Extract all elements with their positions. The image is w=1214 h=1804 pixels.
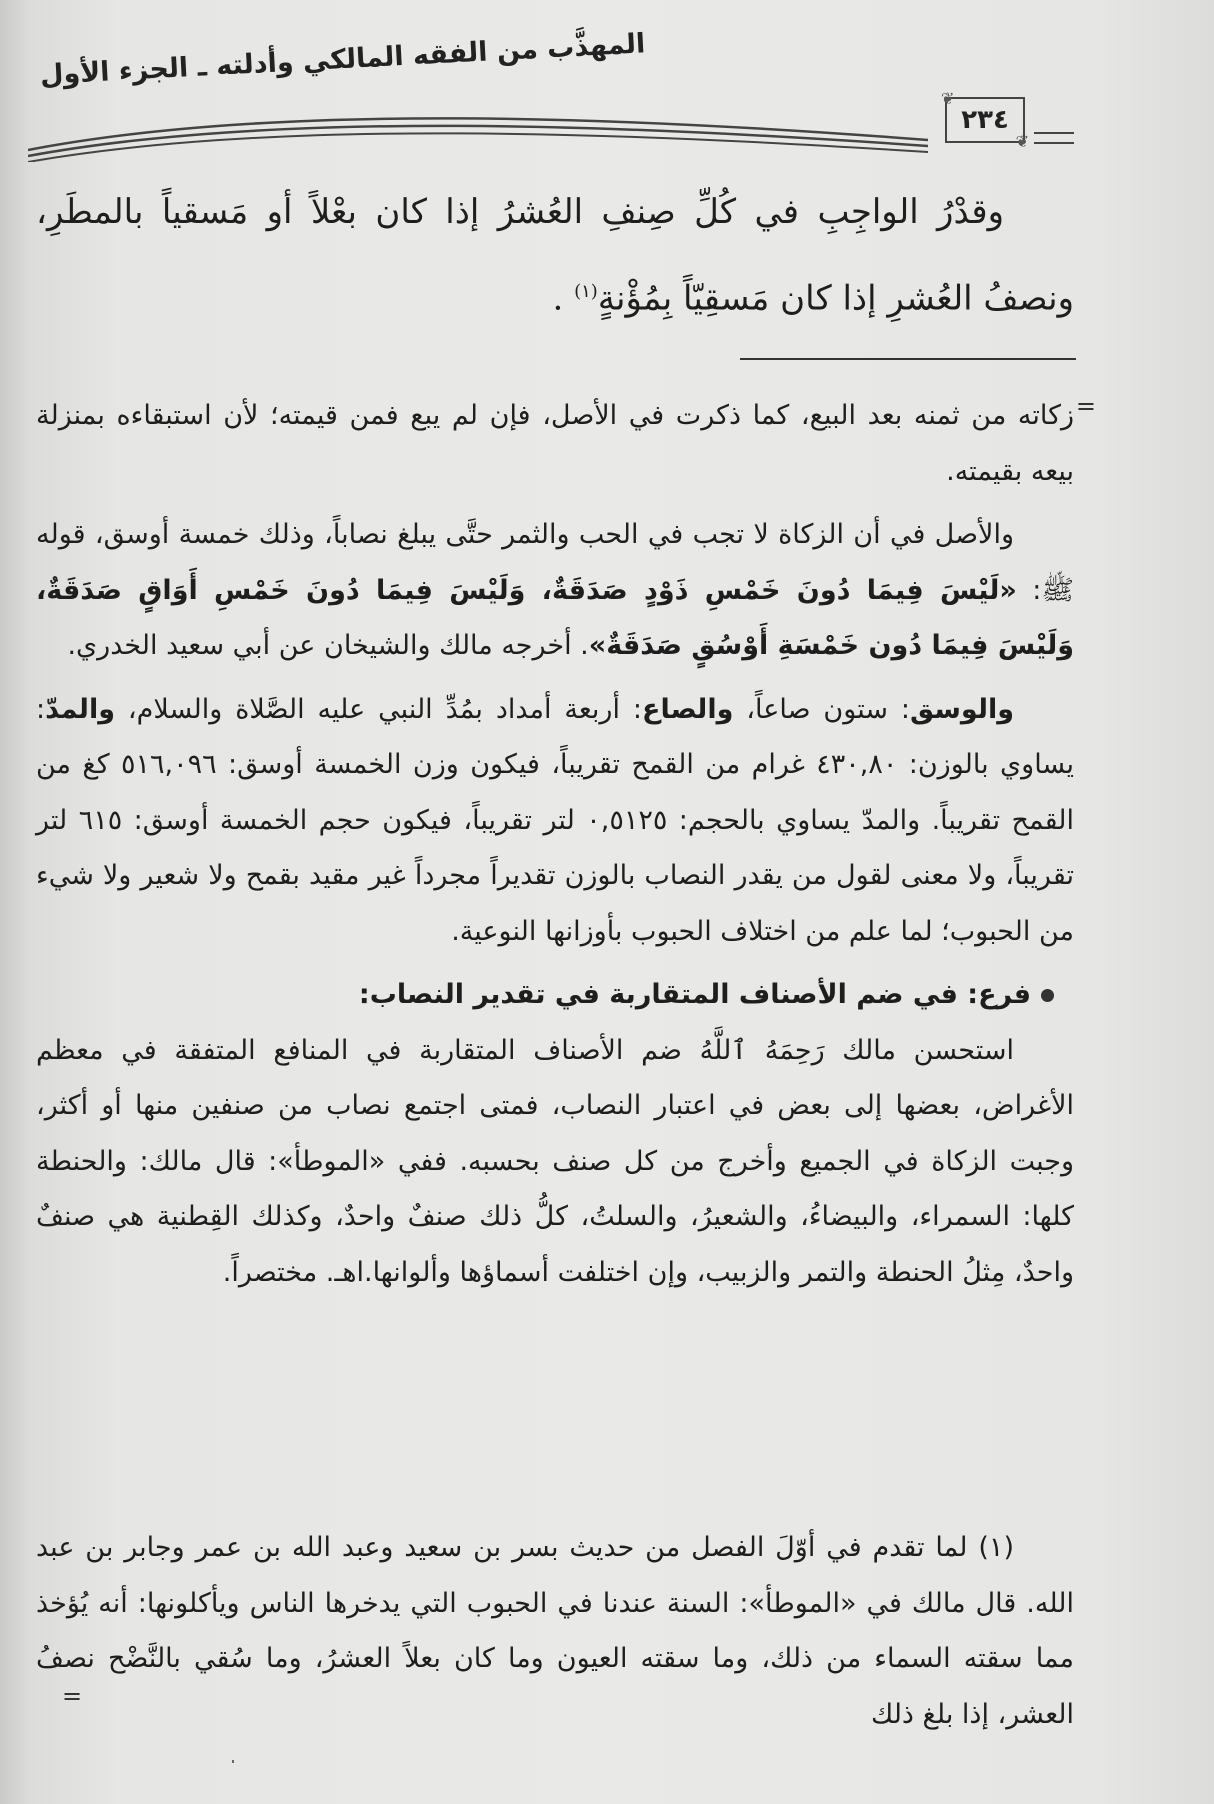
notes-block (36, 388, 1074, 1300)
page-number: ٢٣٤ (961, 105, 1009, 135)
main-paragraph-end: . (552, 278, 575, 319)
notes-p2-source: . أخرجه مالك والشيخان عن أبي سعيد الخدري. (67, 630, 589, 661)
footnote-1 (36, 1520, 1074, 1742)
footnotes-block (36, 1520, 1074, 1742)
footnote-reference[interactable]: (١) (574, 281, 598, 302)
notes-paragraph-3 (36, 682, 1074, 960)
footnote-number: (١) (978, 1532, 1014, 1563)
notes-paragraph-2 (36, 507, 1074, 674)
main-paragraph (36, 172, 1074, 338)
bullet-icon (1041, 989, 1054, 1002)
main-text-block (36, 172, 1074, 338)
term-mudd: والمدّ (45, 693, 115, 725)
floral-ornament-icon: ❦ (941, 89, 955, 108)
footnote-separator (740, 358, 1076, 360)
main-paragraph-text: وقدْرُ الواجِبِ في كُلِّ صِنفِ العُشرُ إذا كان بعْلاً أو مَسقياً بالمطَرِ، ونصفُ العُشرِ إذا كان مَسقِيّاً بِمُؤْنةٍ (36, 192, 1074, 319)
running-header-title: المهذَّب من الفقه المالكي وأدلته ـ الجزء الأول (39, 28, 646, 91)
floral-ornament-icon: ❦ (1015, 132, 1029, 151)
page-number-rule (1034, 132, 1074, 144)
branch-heading-text: فرع: في ضم الأصناف المتقاربة في تقدير النصاب: (358, 979, 1031, 1010)
term-saa-def: : أربعة أمداد بمُدِّ النبي عليه الصَّلاة والسلام، (114, 693, 642, 725)
term-saa: والصاع (642, 693, 734, 725)
footnote-text: لما تقدم في أوّلَ الفصل من حديث بسر بن سعيد وعبد الله بن عمر وجابر بن عبد الله. قال مالك في «الموطأ»: السنة عندنا في الحبوب التي يدخرها الناس ويأكلونها: أنه يُؤخذ مما سقته السماء من ذلك، وما سقته العيون وما كان بعلاً العشرُ، وما سُقي بالنَّضْح نصفُ العشر، إذا بلغ ذلك (36, 1532, 1074, 1730)
term-wasq-def: : ستون صاعاً، (733, 693, 910, 725)
header-decorative-rule (28, 92, 928, 162)
paper-speck (232, 1760, 234, 1763)
term-wasq: والوسق (910, 693, 1014, 725)
term-mudd-def: : يساوي بالوزن: ٤٣٠,٨٠ غرام من القمح تقريباً، فيكون وزن الخمسة أوسق: ٥١٦,٠٩٦ كغ من القمح تقريباً. والمدّ يساوي بالحجم: ٠,٥١٢٥ لتر تقريباً، فيكون حجم الخمسة أوسق: ٦١٥ لتر تقريباً، ولا معنى لقول من يقدر النصاب بالوزن تقديراً مجرداً غير مقيد بقمح ولا شعير ولا شيء من الحبوب؛ لما علم من اختلاف الحبوب بأوزانها النوعية. (36, 693, 1075, 947)
hadith-quote: «لَيْسَ فِيمَا دُونَ خَمْسِ ذَوْدٍ صَدَقَةٌ، وَلَيْسَ فِيمَا دُونَ خَمْسِ أَوَاقٍ صَدَقَةٌ، وَلَيْسَ فِيمَا دُون خَمْسَةِ أَوْسُقٍ صَدَقَةٌ» (36, 574, 1074, 661)
continuation-mark-bottom: = (62, 1682, 83, 1710)
branch-heading (36, 967, 1074, 1023)
continuation-mark-top: = (1075, 392, 1096, 420)
page-number-frame (941, 89, 1029, 151)
notes-p2-intro: والأصل في أن الزكاة لا تجب في الحب والثمر حتَّى يبلغ نصاباً، وذلك خمسة أوسق، قوله ﷺ: (36, 519, 1074, 606)
notes-paragraph-4: استحسن مالك رَحِمَهُ ٱللَّهُ ضم الأصناف المتقاربة في المنافع المتفقة في معظم الأغراض، بعضها إلى بعض في اعتبار النصاب، فمتى اجتمع نصاب من صنفين منها أو أكثر، وجبت الزكاة في الجميع وأخرج من كل صنف بحسبه. ففي «الموطأ»: قال مالك: والحنطة كلها: السمراء، والبيضاءُ، والشعيرُ، والسلتُ، كلُّ ذلك صنفٌ واحدٌ، وكذلك القِطنية هي صنفٌ واحدٌ، مِثلُ الحنطة والتمر والزبيب، وإن اختلفت أسماؤها وألوانها.اهـ. مختصراً. (36, 1034, 1074, 1288)
notes-paragraph-1: زكاته من ثمنه بعد البيع، كما ذكرت في الأصل، فإن لم يبع فمن قيمته؛ لأن استبقاءه بمنزلة بيعه بقيمته. (36, 400, 1074, 487)
